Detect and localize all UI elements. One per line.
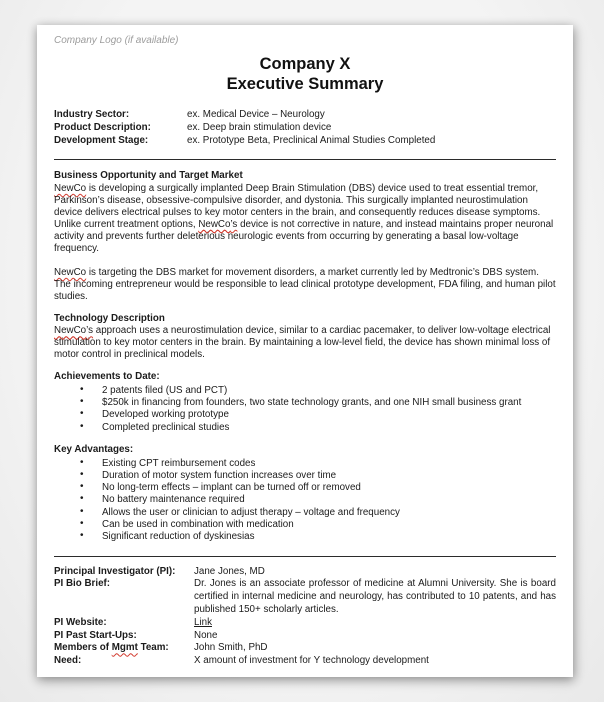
pi-bio-row (54, 578, 556, 616)
field-value: John Smith, PhD (194, 642, 268, 654)
bullet-item (54, 519, 556, 531)
bullet-icon: • (80, 420, 84, 432)
bullet-item (54, 409, 556, 421)
section-paragraphs (54, 325, 556, 361)
bullet-icon: • (80, 505, 84, 517)
principal-investigator-section (54, 566, 556, 668)
field-label: Development Stage: (54, 134, 149, 146)
bullet-text: Existing CPT reimbursement codes (102, 457, 256, 469)
business-opportunity-section (54, 170, 556, 303)
field-label: Principal Investigator (PI): (54, 565, 176, 577)
bullet-icon: • (80, 468, 84, 480)
product-description-row (54, 122, 556, 135)
pi-website-link[interactable]: Link (194, 616, 212, 628)
bullet-item (54, 470, 556, 482)
key-advantages-list (54, 458, 556, 544)
section-heading: Key Advantages: (54, 444, 134, 456)
need-row (54, 655, 556, 668)
bullet-text: 2 patents filed (US and PCT) (102, 384, 228, 396)
bullet-text: Significant reduction of dyskinesias (102, 531, 255, 543)
paragraph: NewCo is targeting the DBS market for movement disorders, a market currently led by Medtronic’s DBS system. The incoming entrepreneur would be responsible to lead clinical prototype development, FDA filing, and human pilot studies. (54, 266, 556, 302)
bullet-text: Completed preclinical studies (102, 421, 230, 433)
bullet-icon: • (80, 383, 84, 395)
company-logo-placeholder: Company Logo (if available) (54, 35, 179, 46)
industry-sector-row (54, 109, 556, 122)
bullet-text: No long-term effects – implant can be turned off or removed (102, 482, 361, 494)
field-value: ex. Deep brain stimulation device (187, 121, 332, 133)
field-value: None (194, 629, 218, 641)
field-label: Industry Sector: (54, 109, 130, 120)
document-title-block (54, 54, 556, 94)
bullet-icon: • (80, 481, 84, 493)
section-heading: Technology Description (54, 312, 165, 324)
bullet-icon: • (80, 408, 84, 420)
field-label: Members of Mgmt Team: (54, 642, 169, 654)
bullet-item (54, 422, 556, 434)
section-paragraphs (54, 183, 556, 303)
achievements-list (54, 385, 556, 434)
development-stage-row (54, 135, 556, 148)
bullet-icon: • (80, 530, 84, 542)
field-value: Jane Jones, MD (194, 565, 265, 577)
mgmt-team-row (54, 642, 556, 655)
field-label: Need: (54, 655, 82, 667)
paragraph: NewCo’s approach uses a neurostimulation device, similar to a cardiac pacemaker, to deliver low-voltage electrical stimulation to key motor centers in the brain. By maintaining a low-level field, the device has shown minimal loss of motor control in preclinical models. (54, 325, 551, 361)
field-value: ex. Prototype Beta, Preclinical Animal Studies Completed (187, 134, 436, 146)
bullet-item (54, 482, 556, 494)
field-label: Product Description: (54, 121, 151, 133)
bullet-text: Can be used in combination with medication (102, 519, 294, 531)
pi-startups-row (54, 630, 556, 643)
field-label: PI Past Start-Ups: (54, 629, 137, 641)
pi-website-row (54, 617, 556, 630)
bullet-item (54, 385, 556, 397)
bullet-item (54, 531, 556, 543)
field-value: X amount of investment for Y technology development (194, 655, 429, 667)
field-value: ex. Medical Device – Neurology (187, 109, 325, 120)
info-fields (54, 109, 556, 147)
document-page (37, 25, 573, 677)
bullet-text: Developed working prototype (102, 409, 229, 421)
achievements-section (54, 371, 556, 434)
bullet-icon: • (80, 396, 84, 408)
bullet-text: Duration of motor system function increases over time (102, 469, 337, 481)
bullet-icon: • (80, 518, 84, 530)
bullet-item (54, 397, 556, 409)
field-value: Dr. Jones is an associate professor of medicine at Alumni University. She is board certified in internal medicine and neurology, has contributed to 10 patents, and has published 150+ scholarly articles. (194, 578, 556, 616)
paragraph: NewCo is developing a surgically implanted Deep Brain Stimulation (DBS) device used to treat essential tremor, Parkinson’s disease, obsessive-compulsive disorder, and dystonia. This surgically implanted neurostimulation device delivers electrical pulses to key motor centers in the brain, and consequently reduces disease symptoms. Unlike current treatment options, NewCo’s device is not corrective in nature, and instead maintains proper neuronal activity and prevents further deleterious neurologic events from occurring by generating a basal low-voltage frequency. (54, 182, 554, 254)
technology-description-section (54, 313, 556, 362)
company-title: Company X (259, 55, 351, 73)
bullet-icon: • (80, 493, 84, 505)
section-heading: Achievements to Date: (54, 371, 160, 383)
section-divider-bottom (54, 556, 556, 557)
bullet-text: $250k in financing from founders, two state technology grants, and one NIH small business grant (102, 397, 522, 409)
field-label: PI Bio Brief: (54, 578, 111, 590)
bullet-icon: • (80, 456, 84, 468)
bullet-item (54, 458, 556, 470)
executive-summary-title: Executive Summary (226, 75, 384, 93)
key-advantages-section (54, 444, 556, 544)
section-heading: Business Opportunity and Target Market (54, 170, 243, 182)
bullet-text: No battery maintenance required (102, 494, 245, 506)
bullet-item (54, 494, 556, 506)
bullet-text: Allows the user or clinician to adjust therapy – voltage and frequency (102, 506, 400, 518)
bullet-item (54, 507, 556, 519)
section-divider-top (54, 159, 556, 160)
field-label: PI Website: (54, 616, 107, 628)
pi-name-row (54, 566, 556, 579)
